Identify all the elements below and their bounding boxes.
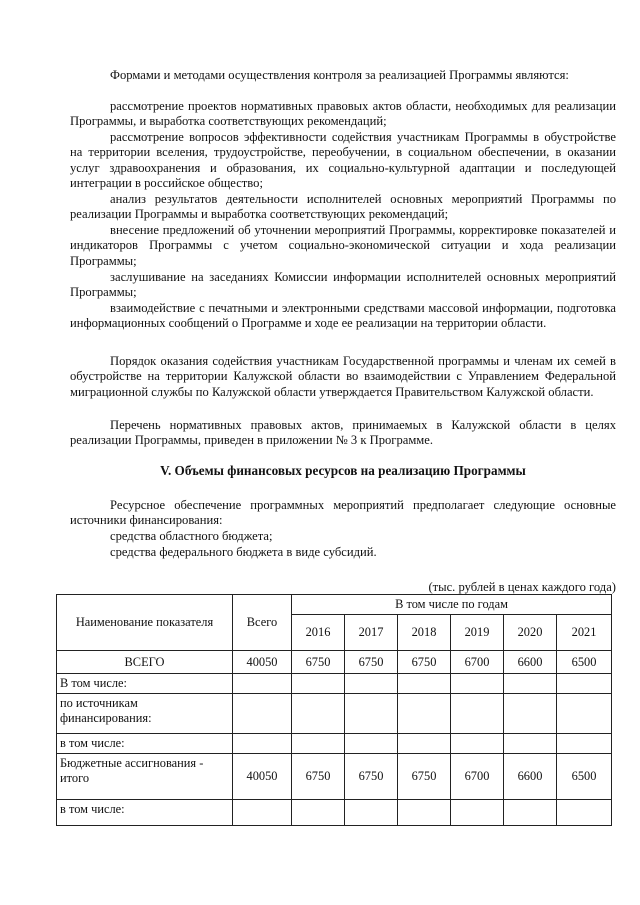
- paragraph-proposals: внесение предложений об уточнении мероприятий Программы, корректировке показателей и индикаторов Программы с учетом социально-экономической ситуации и хода реализации Программы;: [70, 223, 616, 268]
- header-indicator-name: Наименование показателя: [57, 595, 233, 651]
- row-value: 6600: [504, 754, 557, 800]
- row-label: Бюджетные ассигнования - итого: [57, 754, 233, 800]
- funding-source-regional: средства областного бюджета;: [110, 529, 273, 543]
- row-value: 6750: [398, 754, 451, 800]
- row-total: 40050: [233, 651, 292, 674]
- row-value: 6500: [557, 651, 612, 674]
- table-row-budget: [57, 754, 612, 800]
- row-label: по источникам финансирования:: [57, 694, 233, 734]
- header-year: 2020: [504, 615, 557, 651]
- row-label: в том числе:: [57, 734, 233, 754]
- paragraph-analysis: анализ результатов деятельности исполнителей основных мероприятий Программы по реализации Программы и выработка соответствующих рекомендаций;: [70, 192, 616, 222]
- row-label: В том числе:: [57, 674, 233, 694]
- paragraph-control-forms: Формами и методами осуществления контроля за реализацией Программы являются:: [110, 68, 569, 82]
- row-value: 6750: [292, 651, 345, 674]
- row-total: 40050: [233, 754, 292, 800]
- paragraph-hearings: заслушивание на заседаниях Комиссии информации исполнителей основных мероприятий Программы;: [70, 270, 616, 300]
- header-by-years: В том числе по годам: [292, 595, 612, 615]
- header-year: 2017: [345, 615, 398, 651]
- table-row: [57, 800, 612, 826]
- table-units-note: (тыс. рублей в ценах каждого года): [428, 580, 616, 594]
- table-row: [57, 734, 612, 754]
- paragraph-media: взаимодействие с печатными и электронными средствами массовой информации, подготовка информационных сообщений о Программе и ходе ее реализации на территории области.: [70, 301, 616, 331]
- row-value: 6750: [345, 651, 398, 674]
- paragraph-resources-intro: Ресурсное обеспечение программных мероприятий предполагает следующие основные источники финансирования:: [70, 498, 616, 528]
- financing-table: [56, 594, 612, 826]
- table-row: [57, 694, 612, 734]
- header-year: 2016: [292, 615, 345, 651]
- row-label: в том числе:: [57, 800, 233, 826]
- header-year: 2021: [557, 615, 612, 651]
- header-year: 2018: [398, 615, 451, 651]
- row-label: ВСЕГО: [57, 651, 233, 674]
- section-heading: V. Объемы финансовых ресурсов на реализацию Программы: [160, 463, 526, 478]
- header-year: 2019: [451, 615, 504, 651]
- row-value: 6750: [292, 754, 345, 800]
- row-value: 6750: [398, 651, 451, 674]
- header-total: Всего: [233, 595, 292, 651]
- paragraph-review-acts: рассмотрение проектов нормативных правовых актов области, необходимых для реализации Программы, и выработка соответствующих рекомендаций;: [70, 99, 616, 129]
- paragraph-procedure: Порядок оказания содействия участникам Государственной программы и членам их семей в обустройстве на территории Калужской области во взаимодействии с Управлением Федеральной миграционной службы по Калужской области утверждается Правительством Калужской области.: [70, 354, 616, 399]
- paragraph-legal-acts: Перечень нормативных правовых актов, принимаемых в Калужской области в целях реализации Программы, приведен в приложении № 3 к Программе.: [70, 418, 616, 448]
- table-row-total: [57, 651, 612, 674]
- paragraph-effectiveness: рассмотрение вопросов эффективности содействия участникам Программы в обустройстве на территории вселения, трудоустройстве, переобучении, в социальном обеспечении, в оказании услуг здравоохранения и образования, их социально-культурной адаптации и последующей интеграции в российское общество;: [70, 130, 616, 191]
- table-row: [57, 674, 612, 694]
- row-value: 6600: [504, 651, 557, 674]
- row-value: 6700: [451, 651, 504, 674]
- funding-source-federal: средства федерального бюджета в виде субсидий.: [110, 545, 377, 559]
- row-value: 6500: [557, 754, 612, 800]
- row-value: 6700: [451, 754, 504, 800]
- row-value: 6750: [345, 754, 398, 800]
